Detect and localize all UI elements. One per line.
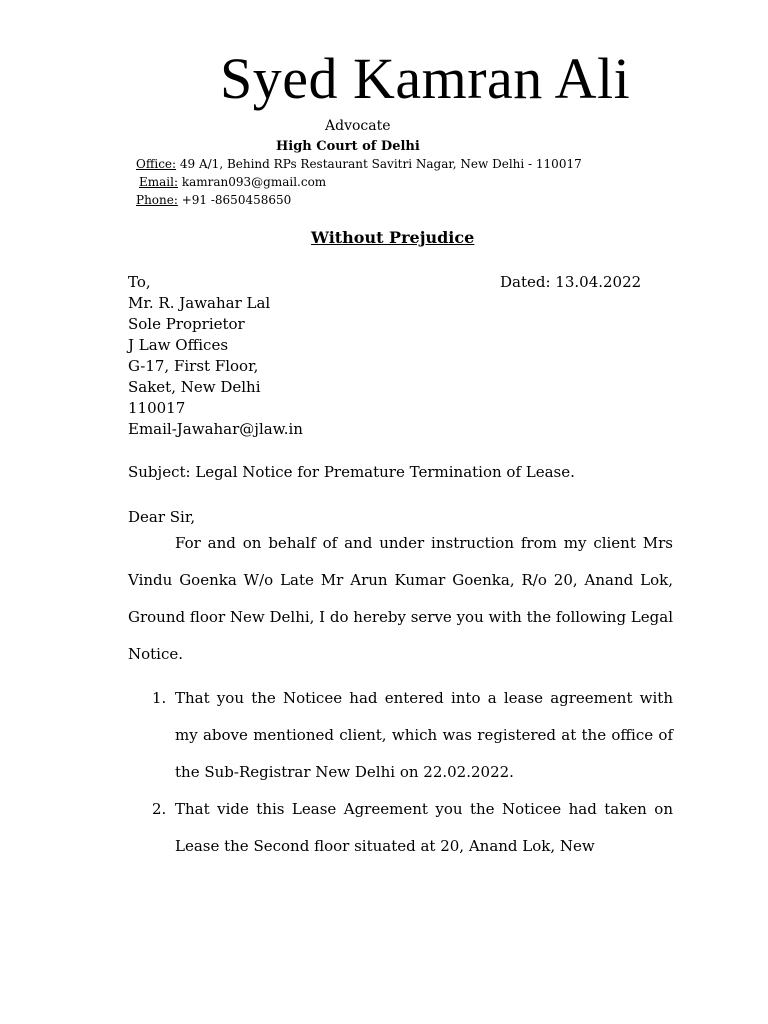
letterhead-title: Advocate (325, 118, 391, 134)
point-number: 2. (152, 800, 167, 818)
to-label: To, (128, 273, 151, 291)
recipient-designation: Sole Proprietor (128, 315, 245, 333)
office-value: 49 A/1, Behind RPs Restaurant Savitri Nagar, New Delhi - 110017 (176, 157, 582, 171)
letter-date: Dated: 13.04.2022 (500, 273, 642, 291)
recipient-address (128, 293, 303, 440)
subject-line: Subject: Legal Notice for Premature Termination of Lease. (128, 463, 575, 481)
phone-line (136, 191, 291, 209)
letter-heading: Without Prejudice (311, 228, 475, 247)
recipient-email: Email-Jawahar@jlaw.in (128, 420, 303, 438)
notice-point (128, 680, 673, 791)
opening-paragraph: For and on behalf of and under instruction from my client Mrs Vindu Goenka W/o Late Mr Arun Kumar Goenka, R/o 20, Anand Lok, Ground floor New Delhi, I do hereby serve you with the following Legal Notice. (128, 534, 673, 663)
salutation: Dear Sir, (128, 508, 196, 526)
point-text: That you the Noticee had entered into a lease agreement with my above mentioned client, which was registered at the office of the Sub-Registrar New Delhi on 22.02.2022. (175, 689, 673, 781)
notice-point (128, 791, 673, 865)
email-label: Email: (139, 175, 179, 189)
point-text: That vide this Lease Agreement you the Noticee had taken on Lease the Second floor situated at 20, Anand Lok, New (175, 800, 673, 855)
letterhead-name: Syed Kamran Ali (220, 46, 631, 111)
recipient-street: G-17, First Floor, (128, 357, 259, 375)
recipient-firm: J Law Offices (128, 336, 229, 354)
email-value: kamran093@gmail.com (178, 175, 327, 189)
notice-points (128, 680, 673, 865)
phone-label: Phone: (136, 193, 178, 207)
office-label: Office: (136, 157, 177, 171)
recipient-pincode: 110017 (128, 399, 186, 417)
recipient-name: Mr. R. Jawahar Lal (128, 294, 271, 312)
point-number: 1. (152, 689, 167, 707)
office-address (136, 155, 582, 173)
recipient-city: Saket, New Delhi (128, 378, 261, 396)
letterhead-court: High Court of Delhi (276, 139, 420, 154)
phone-value: +91 -8650458650 (177, 193, 292, 207)
email-line (139, 173, 326, 191)
